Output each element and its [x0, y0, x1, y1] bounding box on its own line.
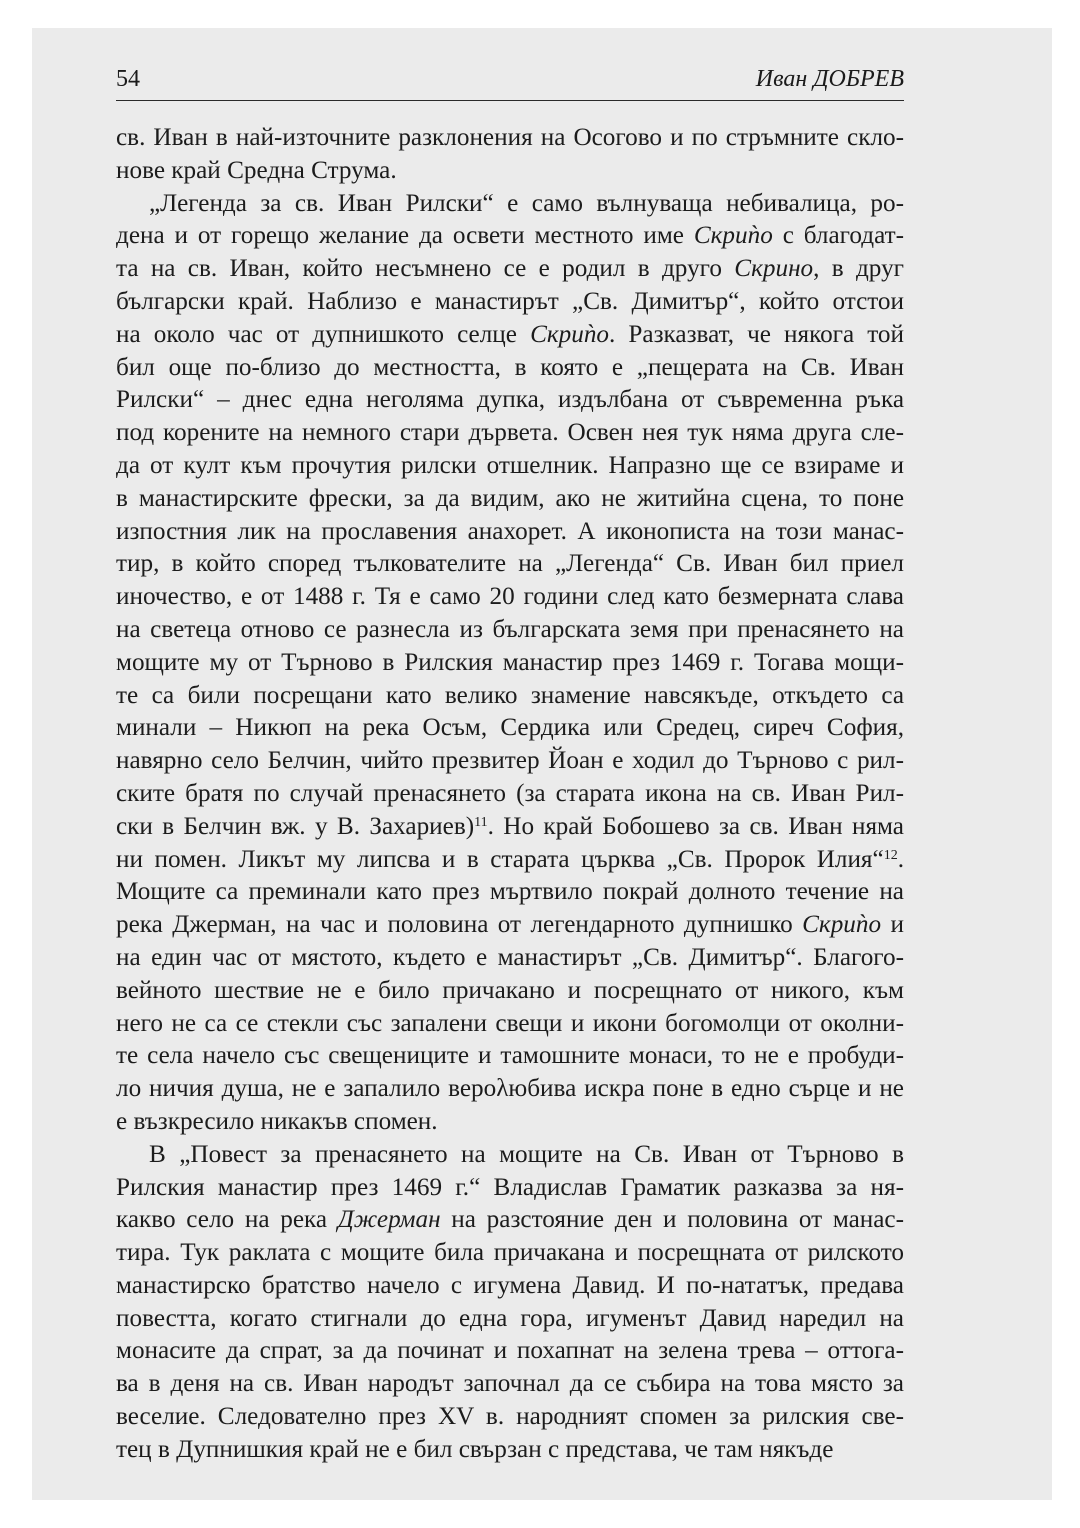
text-line — [116, 1368, 904, 1401]
text-run: веселие. Следователно през XV в. народният спомен за рилския све- — [116, 1403, 904, 1431]
text-line — [116, 1335, 904, 1368]
text-line — [116, 253, 904, 286]
text-run: повестта, когато стигнали до една гора, игуменът Давид наредил на — [116, 1304, 904, 1332]
text-run: манастирско братство начело с игумена Давид. И по-нататък, предава — [116, 1271, 904, 1299]
text-run: какво село на река — [116, 1206, 338, 1234]
italic-text: Скриǹо — [530, 320, 610, 348]
text-line — [116, 1401, 904, 1434]
text-line — [116, 319, 904, 352]
paragraph — [116, 1139, 904, 1467]
text-run: български край. Наблизо е манастирът „Св. Димитър“, който отстои — [116, 287, 904, 315]
text-run: тец в Дупнишкия край не е бил свързан с представа, че там някъде — [116, 1435, 834, 1463]
text-run: тир, в който според тълкователите на „Легенда“ Св. Иван бил приел — [116, 550, 904, 578]
text-line — [116, 286, 904, 319]
text-line — [116, 581, 904, 614]
text-line — [116, 1270, 904, 1303]
text-run: ски в Белчин вж. у В. Захариев) — [116, 812, 475, 840]
text-line — [116, 1172, 904, 1205]
text-run: нове край Средна Струма. — [116, 156, 397, 184]
italic-text: Скриǹо — [693, 222, 773, 250]
text-line — [116, 778, 904, 811]
text-run: в манастирските фрески, за да видим, ако не житийна сцена, то поне — [116, 484, 904, 512]
text-line — [116, 352, 904, 385]
body-text — [116, 122, 904, 1467]
text-run: В „Повест за пренасянето на мощите на Св. Иван от Търново в — [149, 1140, 904, 1168]
text-line — [116, 745, 904, 778]
text-line — [116, 1434, 904, 1467]
text-run: на разстояние ден и половина от манас- — [440, 1206, 905, 1234]
text-run: дена и от горещо желание да освети местното име — [116, 222, 694, 250]
text-line — [116, 1040, 904, 1073]
text-run: те са били посрещани като велико знамение навсякъде, откъдето са — [116, 681, 904, 709]
text-run: . — [897, 845, 904, 873]
paragraph — [116, 188, 904, 1139]
text-line — [116, 876, 904, 909]
text-run: ни помен. Ликът му липсва и в старата църква „Св. Пророк Илия“ — [116, 845, 884, 873]
text-line — [116, 1303, 904, 1336]
italic-text: Скрино — [734, 255, 814, 283]
text-line — [116, 844, 904, 877]
text-run: тира. Тук раклата с мощите била причакана и посрещната от рилското — [116, 1239, 904, 1267]
text-line — [116, 548, 904, 581]
text-line — [116, 811, 904, 844]
text-line — [116, 614, 904, 647]
text-run: ва в деня на св. Иван народът започнал да се събира на това място за — [116, 1370, 904, 1398]
text-line — [116, 220, 904, 253]
text-run: него не са се стекли със запалени свещи и икони богомолци от околни- — [116, 1009, 904, 1037]
text-run: на един час от мястото, където е манастирът „Св. Димитър“. Благого- — [116, 943, 904, 971]
text-run: . Но край Бобошево за св. Иван няма — [487, 812, 904, 840]
text-line — [116, 1139, 904, 1172]
text-line — [116, 1008, 904, 1041]
text-run: река Джерман, на час и половина от легендарното дупнишко — [116, 911, 803, 939]
text-run: на светеца отново се разнесла из българската земя при пренасянето на — [116, 615, 904, 643]
text-line — [116, 384, 904, 417]
text-run: бил още по-близо до местността, в която е „пещерата на Св. Иван — [116, 353, 904, 381]
text-line — [116, 975, 904, 1008]
text-run: св. Иван в най-източните разклонения на Осогово и по стръмните скло- — [116, 124, 904, 151]
text-run: ските братя по случай пренасянето (за старата икона на св. Иван Рил- — [116, 779, 904, 807]
text-run: с благодат- — [772, 222, 904, 250]
text-line — [116, 942, 904, 975]
text-run: и — [881, 911, 904, 939]
text-line — [116, 1106, 904, 1139]
text-run: мощите му от Търново в Рилския манастир през 1469 г. Тогава мощи- — [116, 648, 904, 676]
text-run: вейното шествие не е било причакано и посрещнато от никого, към — [116, 976, 904, 1004]
text-run: ло ничия душа, не е запалило верολюбива искра поне в едно сърце и не — [116, 1075, 904, 1103]
text-run: те села начело със свещениците и тамошните монаси, то не е пробуди- — [116, 1042, 904, 1070]
italic-text: Скриǹо — [802, 911, 882, 939]
text-line — [116, 188, 904, 221]
text-run: на около час от дупнишкото селце — [116, 320, 531, 348]
text-run: под корените на немного стари дървета. Освен нея тук няма друга сле- — [116, 419, 904, 447]
paragraph — [116, 122, 904, 188]
text-line — [116, 155, 904, 188]
text-run: „Легенда за св. Иван Рилски“ е само вълнуваща небивалица, ро- — [149, 189, 904, 217]
text-run: иночество, е от 1488 г. Тя е само 20 години след като безмерната слава — [116, 583, 904, 611]
text-run: е възкресило никакъв спомен. — [116, 1107, 438, 1135]
text-run: изпостния лик на прославения анахорет. А иконописта на този манас- — [116, 517, 904, 545]
text-run: Рилския манастир през 1469 г.“ Владислав Граматик разказва за ня- — [116, 1173, 904, 1201]
text-line — [116, 712, 904, 745]
text-line — [116, 680, 904, 713]
page-header — [116, 66, 904, 101]
text-run: Рилски“ – днес една неголяма дупка, издълбана от съвременна ръка — [116, 386, 904, 414]
text-run: , в друг — [813, 255, 904, 283]
text-run: . Разказват, че някога той — [609, 320, 904, 348]
text-run: да от култ към прочутия рилски отшелник. Напразно ще се взираме и — [116, 451, 904, 479]
text-run: та на св. Иван, който несъмнено се е родил в друго — [116, 255, 735, 283]
text-run: навярно село Белчин, чийто презвитер Йоан е ходил до Търново с рил- — [116, 747, 904, 775]
text-run: монасите да спрат, за да починат и похапнат на зелена трева – оттога- — [116, 1337, 904, 1365]
text-line — [116, 1237, 904, 1270]
text-line — [116, 647, 904, 680]
text-run: минали – Никюп на река Осъм, Сердика или Средец, сиреч София, — [116, 714, 904, 742]
text-line — [116, 1204, 904, 1237]
italic-text: Джерман — [337, 1206, 441, 1234]
footnote-ref: 12 — [883, 847, 898, 863]
text-line — [116, 417, 904, 450]
text-line — [116, 450, 904, 483]
text-line — [116, 516, 904, 549]
text-line — [116, 483, 904, 516]
text-line — [116, 909, 904, 942]
footnote-ref: 11 — [474, 814, 488, 830]
text-line — [116, 122, 904, 155]
page-number: 54 — [116, 66, 140, 92]
running-head-author: Иван ДОБРЕВ — [755, 66, 904, 92]
text-line — [116, 1073, 904, 1106]
text-run: Мощите са преминали като през мъртвило покрай долното течение на — [116, 878, 904, 906]
